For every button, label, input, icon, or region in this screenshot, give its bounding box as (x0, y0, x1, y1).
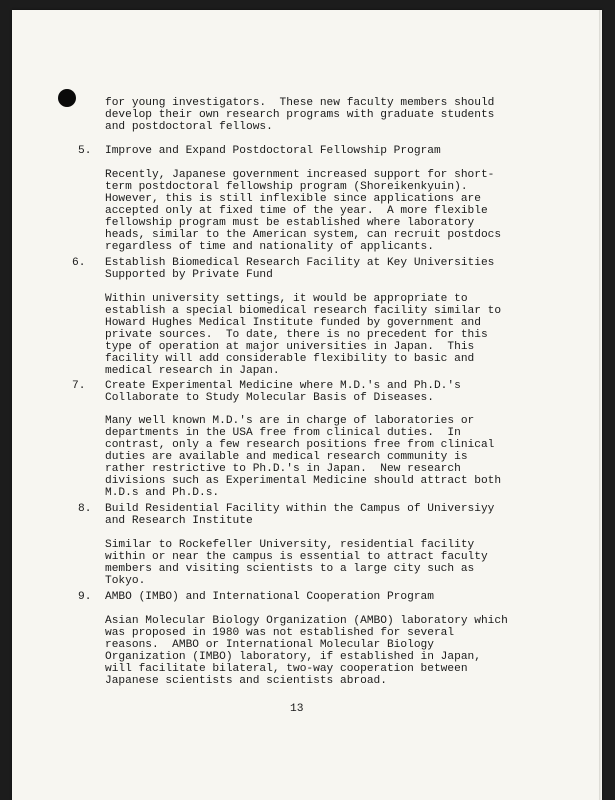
paragraph-line: divisions such as Experimental Medicine should attract both (105, 475, 502, 487)
paragraph-line: fellowship program must be established where laboratory (105, 217, 475, 229)
paragraph-line: will facilitate bilateral, two-way cooperation between (105, 663, 468, 675)
paragraph-line: Within university settings, it would be appropriate to (105, 293, 468, 305)
paragraph-line: private sources. To date, there is no precedent for this (105, 329, 488, 341)
paragraph-line: facility will add considerable flexibility to basic and (105, 353, 475, 365)
document-page (12, 10, 602, 800)
paragraph-line: was proposed in 1980 was not established for several (105, 627, 455, 639)
paragraph-line: Howard Hughes Medical Institute funded by government and (105, 317, 481, 329)
section-number: 8. (78, 503, 92, 515)
paragraph-line: within or near the campus is essential to attract faculty (105, 551, 488, 563)
paragraph-line: departments in the USA free from clinical duties. In (105, 427, 461, 439)
paragraph-line: members and visiting scientists to a large city such as (105, 563, 475, 575)
paragraph-line: However, this is still inflexible since applications are (105, 193, 481, 205)
paragraph-line: Recently, Japanese government increased support for short- (105, 169, 495, 181)
section-number: 6. (72, 257, 86, 269)
section-heading: Create Experimental Medicine where M.D.'s and Ph.D.'s (105, 380, 461, 392)
paragraph-line: Asian Molecular Biology Organization (AMBO) laboratory which (105, 615, 508, 627)
paragraph-line: establish a special biomedical research facility similar to (105, 305, 502, 317)
paragraph-line: Organization (IMBO) laboratory, if established in Japan, (105, 651, 481, 663)
paragraph-line: regardless of time and nationality of applicants. (105, 241, 434, 253)
paragraph-line: medical research in Japan. (105, 365, 280, 377)
section-heading: Collaborate to Study Molecular Basis of Diseases. (105, 392, 434, 404)
paragraph-line: type of operation at major universities in Japan. This (105, 341, 475, 353)
section-heading: AMBO (IMBO) and International Cooperation Program (105, 591, 434, 603)
section-number: 7. (72, 380, 86, 392)
section-heading: and Research Institute (105, 515, 253, 527)
section-heading: Supported by Private Fund (105, 269, 273, 281)
paragraph-line: accepted only at fixed time of the year. A more flexible (105, 205, 488, 217)
paragraph-line: term postdoctoral fellowship program (Shoreikenkyuin). (105, 181, 468, 193)
paragraph-line: heads, similar to the American system, can recruit postdocs (105, 229, 502, 241)
section-heading: Improve and Expand Postdoctoral Fellowship Program (105, 145, 441, 157)
intro-line: develop their own research programs with graduate students (105, 109, 495, 121)
paragraph-line: Similar to Rockefeller University, residential facility (105, 539, 475, 551)
page-number: 13 (290, 703, 304, 715)
document-body (12, 10, 602, 800)
paragraph-line: M.D.s and Ph.D.s. (105, 487, 220, 499)
paragraph-line: duties are available and medical research community is (105, 451, 468, 463)
paragraph-line: Tokyo. (105, 575, 146, 587)
paragraph-line: Japanese scientists and scientists abroad. (105, 675, 387, 687)
intro-line: for young investigators. These new faculty members should (105, 97, 495, 109)
paragraph-line: contrast, only a few research positions free from clinical (105, 439, 495, 451)
section-number: 9. (78, 591, 92, 603)
section-number: 5. (78, 145, 92, 157)
paragraph-line: reasons. AMBO or International Molecular Biology (105, 639, 434, 651)
section-heading: Establish Biomedical Research Facility at Key Universities (105, 257, 495, 269)
paragraph-line: rather restrictive to Ph.D.'s in Japan. New research (105, 463, 461, 475)
intro-line: and postdoctoral fellows. (105, 121, 273, 133)
paragraph-line: Many well known M.D.'s are in charge of laboratories or (105, 415, 475, 427)
section-heading: Build Residential Facility within the Campus of Universiyy (105, 503, 495, 515)
